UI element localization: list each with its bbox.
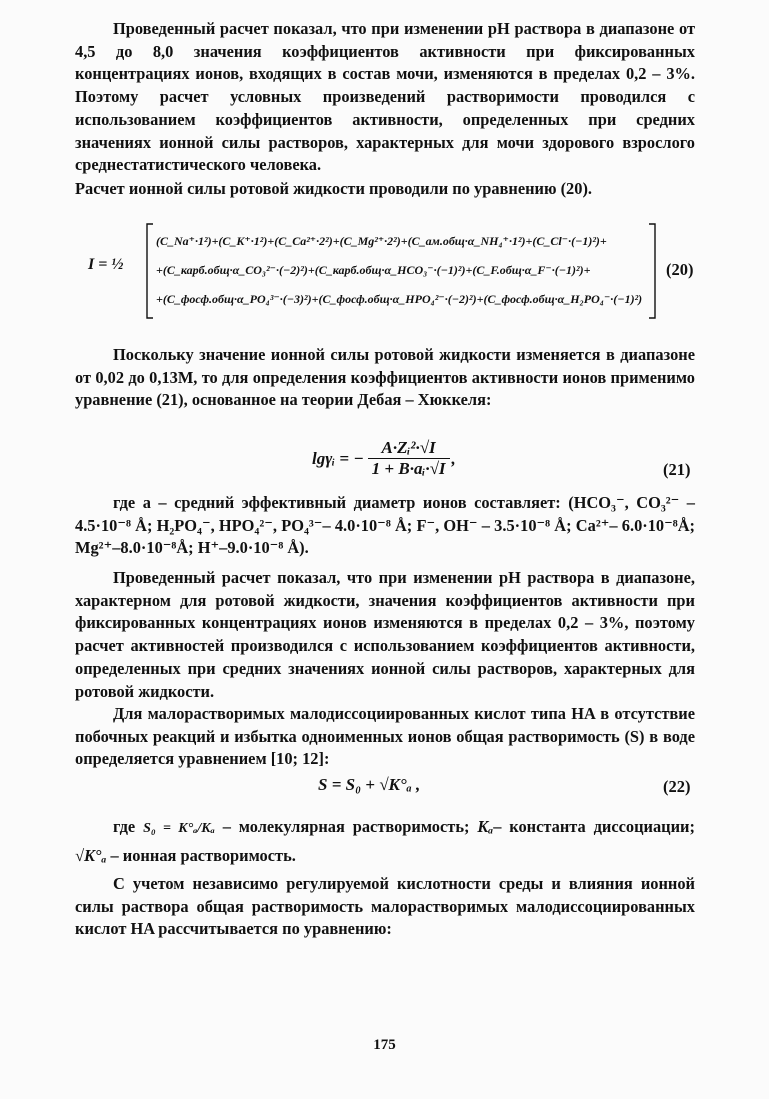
eq20-body (156, 227, 651, 315)
page-number: 175 (373, 1037, 396, 1053)
where-label: где (113, 817, 136, 836)
paragraph-7 (75, 813, 695, 869)
ionic-solubility-description: – ионная растворимость. (110, 846, 296, 865)
eq21-denominator: 1 + B·aᵢ·√I (371, 459, 446, 478)
paragraph-4: где a – средний эффективный диаметр ионов составляет: (HCO₃⁻, CO₃²⁻ – 4.5·10⁻⁸ Å; H₂PO₄⁻, HPO₄²⁻, PO₄³⁻– 4.0·10⁻⁸ Å; F⁻, OH⁻ – 3.5·10⁻⁸ Å; Ca²⁺– 6.0·10⁻⁸Å; Mg²⁺–8.0·10⁻⁸Å; H⁺–9.0·10⁻⁸ Å). (75, 493, 695, 558)
eq22: S = S₀ + √K°ₐ , (318, 775, 421, 794)
eq20-number: (20) (666, 260, 694, 279)
eq20-line-3: +(C_фосф.общ·α_PO₄³⁻·(−3)²)+(C_фосф.общ·α_HPO₄²⁻·(−2)²)+(C_фосф.общ·α_H₂PO₄⁻·(−1)²) (156, 292, 643, 306)
eq21-lhs: lgγᵢ = − (312, 448, 364, 468)
eq20-line-2: +(C_карб.общ·α_CO₃²⁻·(−2)²)+(C_карб.общ·α_HCO₃⁻·(−1)²)+(C_F.общ·α_F⁻·(−1)²)+ (156, 263, 591, 277)
paragraph-5: Проведенный расчет показал, что при изменении pH раствора в диапазоне, характерном для ротовой жидкости, значения коэффициентов активности при фиксированных концентрациях ионов изменяются в пределах 0,2 – 3%, поэтому расчет активностей производился с использованием коэффициентов активности, определенных при средних значениях ионной силы растворов, характерных для ротовой жидкости. (75, 568, 695, 701)
eq22-number: (22) (663, 777, 691, 796)
s0-description: – молекулярная растворимость; (222, 817, 470, 836)
paragraph-3: Поскольку значение ионной силы ротовой жидкости изменяется в диапазоне от 0,02 до 0,13М, то для определения коэффициентов активности ионов применимо уравнение (21), основанное на теории Дебая – Хюккеля: (75, 345, 695, 410)
paragraph-2: Расчет ионной силы ротовой жидкости проводили по уравнению (20). (75, 179, 593, 198)
eq20-line-1: (C_Na⁺·1²)+(C_K⁺·1²)+(C_Ca²⁺·2²)+(C_Mg²⁺·2²)+(C_ам.общ·α_NH₄⁺·1²)+(C_Cl⁻·(−1)²)+ (156, 234, 607, 248)
eq21-fraction (368, 438, 450, 479)
eq21: lgγᵢ = − $\frac{\text{A·Zᵢ²·√I}}{\text{1 + B·aᵢ·√I}}$ , (312, 438, 456, 478)
ka-symbol: Kₐ (477, 817, 494, 836)
eq21-numerator: A·Zᵢ²·√I (368, 438, 450, 459)
paragraph-8: С учетом независимо регулируемой кислотности среды и влияния ионной силы раствора общая растворимость малорастворимых малодиссоциированных кислот HA рассчитывается по уравнению: (75, 874, 695, 939)
eq20-lhs: I = ½ (88, 256, 124, 273)
paragraph-6: Для малорастворимых малодиссоциированных кислот типа HA в отсутствие побочных реакций и избытка одноименных ионов общая растворимость (S) в воде определяется уравнением [10; 12]: (75, 704, 695, 769)
ka-description: – константа диссоциации; (493, 817, 695, 836)
eq21-number: (21) (663, 460, 691, 479)
s0-definition: S₀ = K°ₐ/Kₐ (143, 821, 215, 836)
sqrt-ka-symbol: √K°ₐ (75, 846, 107, 865)
paragraph-1: Проведенный расчет показал, что при изменении pH раствора в диапазоне от 4,5 до 8,0 значения коэффициентов активности при фиксированных концентрациях ионов, входящих в состав мочи, изменяются в пределах 0,2 – 3%. Поэтому расчет условных произведений растворимости проводился с использованием коэффициентов активности, определенных при средних значениях ионной силы растворов, характерных для мочи здорового взрослого среднестатистического человека. (75, 19, 695, 175)
